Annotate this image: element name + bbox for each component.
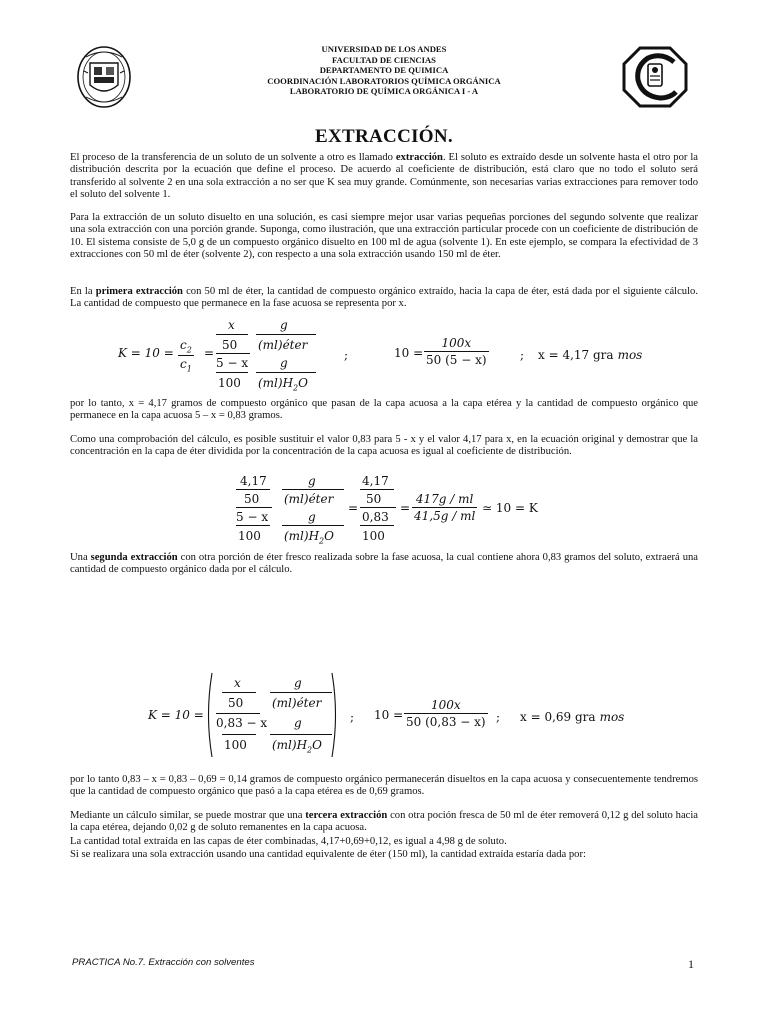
eq2-compound-fraction-left <box>236 474 364 546</box>
eq3-result-b: mos <box>599 710 625 724</box>
eq1-ml-h-b: O <box>298 376 308 390</box>
eq1-x: x <box>228 318 235 332</box>
eq1-num2: 100x <box>441 336 472 350</box>
eq1-result-a: x = 4,17 gra <box>538 348 614 362</box>
intro-bold-term: extracción <box>395 152 443 163</box>
eq3-hundred: 100 <box>224 738 247 752</box>
footer-practice-title: PRACTICA No.7. Extracción con solventes <box>72 957 255 968</box>
eq1-c2: c <box>180 338 187 352</box>
eq2-a100: 100 <box>362 529 385 543</box>
eq2-n1: 4,17 <box>240 474 267 488</box>
eq2-a083: 0,83 <box>362 510 389 524</box>
eq3-separator-2: ; <box>496 710 501 724</box>
first-extraction-bold: primera extracción <box>95 286 183 297</box>
eq1-c2-sub: 2 <box>186 345 192 355</box>
eq1-compound-fraction <box>216 318 344 396</box>
eq3-num2: 100x <box>430 698 461 712</box>
first-result-paragraph: por lo tanto, x = 4,17 gramos de compuesto orgánico que pasan de la capa acuosa a la capa etérea y la cantidad de compuesto orgánico que permanece en la capa acuosa 5 – x = 0,83 gramos. <box>70 398 698 422</box>
header-laboratory: LABORATORIO DE QUÍMICA ORGÁNICA I - A <box>289 86 479 97</box>
eq1-second-fraction <box>424 336 489 367</box>
eq1-result-b: mos <box>617 348 643 362</box>
header-university: UNIVERSIDAD DE LOS ANDES <box>321 44 447 54</box>
eq1-fifty: 50 <box>222 338 238 352</box>
eq3-g1: g <box>294 676 302 690</box>
eq2-result-den: 41,5g / ml <box>414 509 476 523</box>
eq1-c1-sub: 1 <box>186 364 192 374</box>
eq1-five-minus-x: 5 − x <box>216 356 249 370</box>
eq3-left-paren <box>204 672 214 758</box>
eq3-lhs: K = 10 = <box>148 708 204 722</box>
eq2-ml-eter: (ml)éter <box>284 492 334 506</box>
eq1-equals: = <box>204 346 215 360</box>
equation-first-extraction <box>118 318 678 396</box>
intro-paragraph <box>70 152 698 201</box>
eq3-g2: g <box>294 716 302 730</box>
page-number: 1 <box>688 957 694 971</box>
eq3-ml-h-b: O <box>312 738 322 752</box>
second-extraction-text-a: Una <box>70 552 91 563</box>
laboratory-logo-icon <box>622 46 688 108</box>
single-extraction-paragraph: Si se realizara una sola extracción usando una cantidad equivalente de éter (150 ml), la cantidad extraída estaría dada por: <box>70 849 586 860</box>
eq1-concentration-ratio <box>178 338 194 374</box>
header-department: DEPARTAMENTO DE QUIMICA <box>319 65 449 76</box>
eq2-fifty: 50 <box>244 492 260 506</box>
page-title: EXTRACCIÓN. <box>315 126 453 147</box>
second-result-paragraph: por lo tanto 0,83 – x = 0,83 – 0,69 = 0,14 gramos de compuesto orgánico permanecerán disueltos en la capa acuosa y consecuentemente tendremos que la cantidad de compuesto orgánico que pasó a la capa etérea es de 0,69 gramos. <box>70 774 698 798</box>
eq1-separator: ; <box>344 348 349 362</box>
eq2-g1: g <box>308 474 316 488</box>
first-extraction-paragraph <box>70 286 698 311</box>
third-extraction-text-b: con otra poción fresca de 50 ml de éter removerá 0,12 g del soluto hacia la capa etérea, dejando 0,02 g de soluto remanentes en la capa acuosa. <box>70 810 699 834</box>
eq2-equals-2: = <box>400 501 411 515</box>
eq3-right-paren <box>330 672 340 758</box>
intro-text-a: El proceso de la transferencia de un soluto de un solvente a otro es llamado <box>70 152 396 163</box>
eq3-result <box>520 708 624 726</box>
eq3-fifty: 50 <box>228 696 244 710</box>
eq2-ml-h-b: O <box>324 529 334 543</box>
illustration-paragraph: Para la extracción de un soluto disuelto en una solución, es casi siempre mejor usar varias pequeñas porciones del segundo solvente que realizar una sola extracción con una porción grande. Suponga, como ilustración, que una extracción particular procede con un coeficiente de distribución de 10. El sistema consiste de 5,0 g de un compuesto orgánico disuelto en 100 ml de agua (solvente 1). En este ejemplo, se compara la efectividad de 3 extracciones con 50 ml de éter (solvente 2), con respecto a una sola extracción usando 150 ml de éter. <box>70 212 698 260</box>
eq1-result <box>538 346 642 364</box>
eq3-x: x <box>234 676 241 690</box>
eq3-separator: ; <box>350 710 355 724</box>
eq3-result-a: x = 0,69 gra <box>520 710 596 724</box>
eq2-ml-h-sub: 2 <box>319 536 325 546</box>
eq1-ten: 10 = <box>394 346 424 360</box>
first-extraction-text-a: En la <box>70 286 96 297</box>
eq2-tail: ≃ 10 = K <box>482 501 538 515</box>
eq2-g2: g <box>308 510 316 524</box>
eq1-g1: g <box>280 318 288 332</box>
eq3-ten: 10 = <box>374 708 404 722</box>
eq2-ml-h-a: (ml)H <box>284 529 320 543</box>
eq1-c1: c <box>180 357 187 372</box>
eq1-hundred: 100 <box>218 376 241 390</box>
verification-paragraph: Como una comprobación del cálculo, es posible sustituir el valor 0,83 para 5 - x y el valor 4,17 para x, en la ecuación original y demostrar que la concentración en la capa de éter dividida por la concentración de la capa acuosa es igual al coeficiente de distribución. <box>70 434 698 458</box>
eq2-a50: 50 <box>366 492 382 506</box>
eq2-five-minus-x: 5 − x <box>236 510 269 524</box>
eq3-ml-h-sub: 2 <box>307 745 313 755</box>
eq2-a1: 4,17 <box>362 474 389 488</box>
university-crest-icon <box>76 45 132 109</box>
institution-header <box>150 44 618 97</box>
eq3-second-fraction <box>404 698 488 729</box>
header-coordination: COORDINACIÓN LABORATORIOS QUÍMICA ORGÁNICA <box>267 75 501 86</box>
eq1-ml-h-a: (ml)H <box>258 376 294 390</box>
eq1-g2: g <box>280 356 288 370</box>
eq3-ml-h-a: (ml)H <box>272 738 308 752</box>
eq1-den2: 50 (5 − x) <box>426 353 487 367</box>
intro-text-b: . El soluto es extraído desde un solvente hasta el otro por la distribución descrita por la ecuación que define el proceso. De acuerdo al coeficiente de distribución, está claro que no todo el soluto será transferido al solvente 2 en una sola extracción a no ser que K sea muy grande. Comúnmente, son necesarias varias extracciones para remover todo el soluto del solvente 1. <box>70 152 698 200</box>
eq1-separator-2: ; <box>520 348 525 362</box>
eq3-minus: 0,83 − x <box>216 716 268 730</box>
eq3-den2: 50 (0,83 − x) <box>406 715 486 729</box>
third-extraction-bold: tercera extracción <box>305 810 388 821</box>
eq1-ml-h-sub: 2 <box>293 383 299 393</box>
eq2-hundred: 100 <box>238 529 261 543</box>
third-extraction-paragraph <box>70 810 698 835</box>
second-extraction-bold: segunda extracción <box>90 552 178 563</box>
total-extracted-paragraph: La cantidad total extraída en las capas de éter combinadas, 4,17+0,69+0,12, es igual a 4,98 g de soluto. <box>70 836 507 847</box>
eq2-numeric-fraction <box>360 474 400 546</box>
equation-verification <box>236 474 576 546</box>
eq2-result-num: 417g / ml <box>415 492 474 506</box>
header-faculty: FACULTAD DE CIENCIAS <box>332 54 436 65</box>
second-extraction-text-b: con otra porción de éter fresco realizada sobre la fase acuosa, la cual contiene ahora 0,83 gramos del soluto, extraerá una cantidad de compuesto orgánico dada por el cálculo. <box>70 552 698 576</box>
eq1-ml-eter: (ml)éter <box>258 338 308 352</box>
eq3-compound-fraction <box>216 676 338 758</box>
eq2-result-fraction <box>412 492 477 523</box>
first-extraction-text-b: con 50 ml de éter, la cantidad de compuesto orgánico extraído, hacia la capa de éter, está dada por el siguiente cálculo. La cantidad de compuesto que permanece en la fase acuosa se representa por x. <box>70 286 698 310</box>
equation-second-extraction <box>148 670 708 762</box>
third-extraction-text-a: Mediante un cálculo similar, se puede mostrar que una <box>70 810 306 821</box>
second-extraction-paragraph <box>70 552 698 577</box>
eq1-lhs: K = 10 = <box>118 346 174 360</box>
eq2-equals: = <box>348 501 359 515</box>
eq3-ml-eter: (ml)éter <box>272 696 322 710</box>
